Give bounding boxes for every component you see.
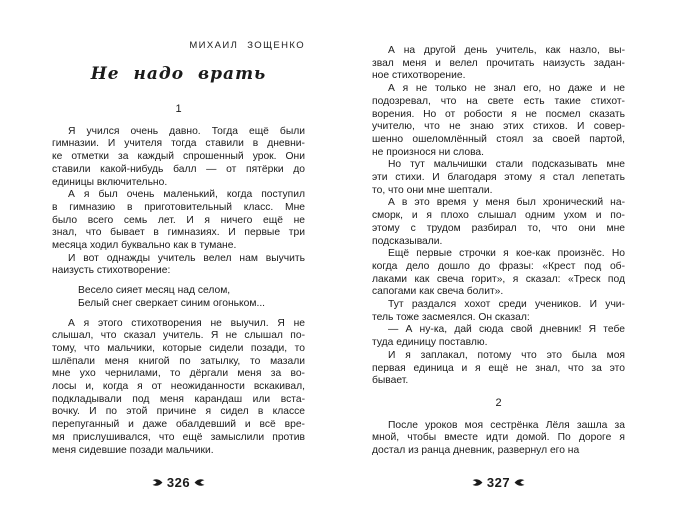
ornament-left-icon: [152, 478, 163, 487]
page-right: [372, 40, 625, 490]
text-line: ке отметки за каждый спрошенный урок. Они: [52, 151, 305, 163]
page-footer: [372, 475, 625, 490]
text-line: ное стихотворение.: [372, 70, 466, 82]
text-line: Белый снег сверкает синим огоньком...: [78, 297, 266, 309]
page-number: 326: [166, 475, 191, 490]
text-line: подсказывали.: [372, 235, 443, 247]
text-line: тель тоже засмеялся. Он сказал:: [372, 311, 530, 323]
text-line: сморк, и я плохо слышал одним ухом и по-: [372, 210, 625, 222]
text-line: месяца ходил буквально как в тумане.: [52, 240, 237, 252]
text-line: А в это время у меня был хронический на-: [388, 197, 625, 209]
ornament-right-icon: [194, 478, 205, 487]
story-title: Не надо врать: [90, 64, 267, 84]
text-line: лаками как свеча горит», я сказал: «Треск под: [372, 273, 625, 285]
paragraph: [372, 248, 625, 299]
text-line: туда единицу поставлю.: [372, 337, 488, 349]
text-line: тому, что мальчики, которые сидели позади, то: [52, 342, 305, 354]
text-line: Тут раздался хохот среди учеников. И учи-: [388, 299, 625, 311]
page-left: [52, 40, 305, 490]
paragraph: [372, 350, 625, 388]
text-line: не произнося ни слова.: [372, 146, 485, 158]
verse: [78, 285, 305, 310]
text-line: когда дело дошло до фразы: «Крест под об-: [372, 260, 625, 272]
text-line: лосы и, когда я от неожиданности вскакивал,: [52, 381, 305, 393]
paragraph: [52, 318, 305, 458]
text-line: учителю, что не знаю этих стихов. И совер-: [372, 121, 625, 133]
text-line: бывает.: [372, 375, 409, 387]
paragraph: [52, 189, 305, 253]
paragraph: [372, 197, 625, 248]
paragraph: [372, 45, 625, 83]
paragraph: [52, 253, 305, 278]
paragraph: [372, 159, 625, 197]
text-line: ставили какой-нибудь балл — от пятёрки до: [52, 163, 305, 175]
text-line: Ещё первые строчки я кое-как произнёс. Но: [388, 248, 625, 260]
text-line: достал из ранца дневник, развернул его на: [372, 445, 580, 457]
section-number: 2: [495, 396, 502, 409]
ornament-right-icon: [514, 478, 525, 487]
text-line: подозревал, что на свете есть такие стихот-: [372, 95, 625, 107]
text-line: А я этого стихотворения не выучил. Я не: [68, 317, 305, 329]
text-line: меня сидевшие позади мальчики.: [52, 444, 214, 456]
text-line: А я не только не знал его, но даже и не: [388, 83, 625, 95]
paragraph: [372, 299, 625, 324]
text-line: единицы включительно.: [52, 176, 168, 188]
text-line: После уроков моя сестрёнка Лёля зашла за: [388, 419, 625, 431]
page-number: 327: [486, 475, 511, 490]
text-line: И вот однажды учитель велел нам выучить: [68, 252, 305, 264]
text-line: И я заплакал, потому что это была моя: [388, 349, 625, 361]
text-line: мне ухо чернилами, то дёргали меня за во-: [52, 368, 305, 380]
text-line: А я был очень маленький, когда поступил: [68, 189, 305, 201]
paragraph: [372, 83, 625, 159]
page-content: [372, 45, 625, 458]
paragraph: [372, 324, 625, 349]
paragraph: [372, 420, 625, 458]
page-footer: [52, 475, 305, 490]
text-line: гимназии. И учителя тогда ставили в дневни-: [52, 138, 305, 150]
text-line: эти стихи. И благодаря этому я стал лепетать: [372, 172, 625, 184]
text-line: то, что они мне шептали.: [372, 184, 493, 196]
ornament-left-icon: [472, 478, 483, 487]
text-line: первая единица и я ещё не знал, что за это: [372, 362, 625, 374]
text-line: знал, что бывает в гимназиях. И первые три: [52, 227, 305, 239]
author-header: МИХАИЛ ЗОЩЕНКО: [189, 40, 305, 51]
text-line: вочку. И по этой причине я сидел в классе: [52, 406, 305, 418]
text-line: звал меня и велел прочитать наизусть задан-: [372, 57, 625, 69]
text-line: Я учился очень давно. Тогда ещё были: [68, 125, 305, 137]
text-line: подкладывали под меня карандаш или вста-: [52, 393, 305, 405]
paragraph: [52, 126, 305, 190]
text-line: сапогами как свеча болит».: [372, 286, 504, 298]
text-line: А на другой день учитель, как назло, вы-: [388, 45, 625, 56]
text-line: шенно ошеломлённый стоял за своей партой,: [372, 133, 625, 145]
text-line: шлёпали меня книгой по затылку, то мазали: [52, 355, 305, 367]
text-line: ворения. Но от робости я не посмел сказать: [372, 108, 625, 120]
text-line: мя прислушивался, что ещё замыслили против: [52, 431, 305, 443]
text-line: мной, чтобы вместе идти домой. По дороге я: [372, 432, 625, 444]
text-line: наизусть стихотворение:: [52, 265, 171, 277]
text-line: Но тут мальчишки стали подсказывать мне: [388, 159, 625, 171]
text-line: слышал, что сказал учитель. Я не слышал по-: [52, 330, 305, 342]
text-line: — А ну-ка, дай сюда свой дневник! Я тебе: [388, 324, 625, 336]
text-line: перепуганный и даже обалдевший и всё вре-: [52, 419, 305, 431]
text-line: было всего семь лет. И я ничего ещё не: [52, 214, 305, 226]
section-number: 1: [175, 103, 182, 115]
text-line: этому с трудом разбирал то, что они мне: [372, 222, 625, 234]
text-line: в гимназию в приготовительный класс. Мне: [52, 201, 305, 213]
page-content: [52, 94, 305, 457]
text-line: Весело сияет месяц над селом,: [78, 285, 231, 297]
